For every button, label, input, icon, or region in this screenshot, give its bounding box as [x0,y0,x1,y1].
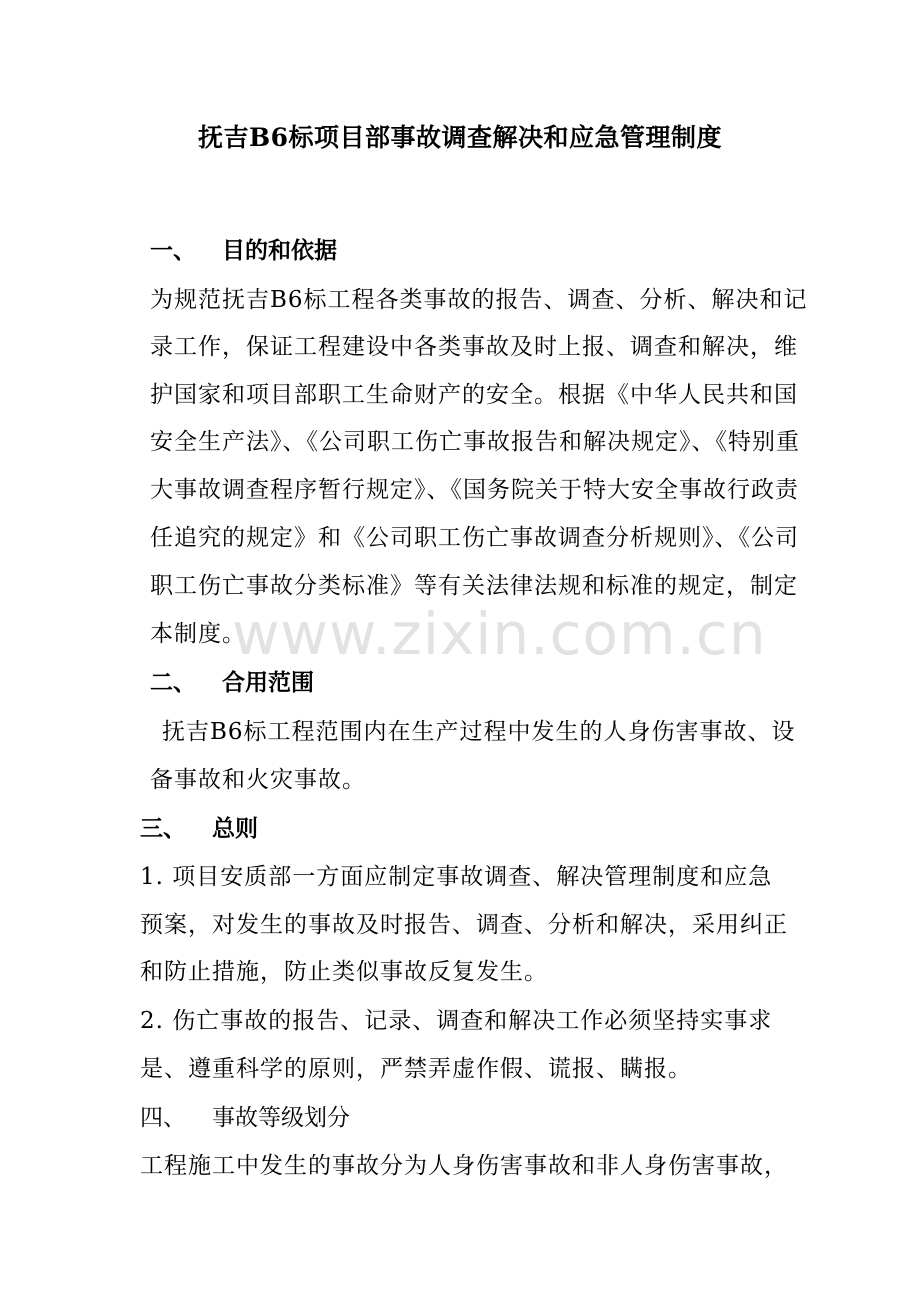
section-heading-3 [140,810,258,843]
paragraph-line: 大事故调查程序暂行规定》、《国务院关于特大安全事故行政责 [150,477,799,503]
paragraph-line: 录工作，保证工程建设中各类事故及时上报、调查和解决，维 [150,334,798,360]
paragraph-line: 预案，对发生的事故及时报告、调查、分析和解决，采用纠正 [140,912,788,938]
paragraph-line: 2. 伤亡事故的报告、记录、调查和解决工作必须坚持实事求 [140,1008,773,1034]
document-title: 抚吉B6标项目部事故调查解决和应急管理制度 [197,123,723,152]
section-heading-4 [140,1099,350,1132]
paragraph-line: 护国家和项目部职工生命财产的安全。根据《中华人民共和国 [150,382,798,408]
paragraph-line: 1. 项目安质部一方面应制定事故调查、解决管理制度和应急 [140,864,773,890]
paragraph-line: 本制度。 [150,621,246,647]
paragraph-line: 抚吉B6标工程范围内在生产过程中发生的人身伤害事故、设 [162,719,796,745]
paragraph-line: 备事故和火灾事故。 [150,767,366,793]
section-title: 合用范围 [222,669,314,696]
section-heading-2 [150,664,314,697]
paragraph-line: 安全生产法》、《公司职工伤亡事故报告和解决规定》、《特别重 [150,429,800,455]
watermark: www.zixin.com.cn [232,600,767,668]
section-number: 一、 [150,237,196,264]
paragraph-line: 是、遵重科学的原则，严禁弄虚作假、谎报、瞒报。 [140,1056,692,1082]
paragraph-line: 职工伤亡事故分类标准》等有关法律法规和标准的规定，制定 [150,573,798,599]
section-title: 目的和依据 [222,237,337,264]
paragraph-line: 工程施工中发生的事故分为人身伤害事故和非人身伤害事故， [140,1153,788,1179]
section-title: 总则 [212,815,258,842]
paragraph-line: 和防止措施，防止类似事故反复发生。 [140,959,548,985]
section-number: 四、 [140,1105,186,1131]
paragraph-line: 为规范抚吉B6标工程各类事故的报告、调查、分析、解决和记 [150,287,808,313]
paragraph-line: 任追究的规定》和《公司职工伤亡事故调查分析规则》、《公司 [150,525,799,551]
section-title: 事故等级划分 [212,1105,350,1131]
section-number: 二、 [150,669,196,696]
section-heading-1 [150,232,337,265]
section-number: 三、 [140,815,186,842]
